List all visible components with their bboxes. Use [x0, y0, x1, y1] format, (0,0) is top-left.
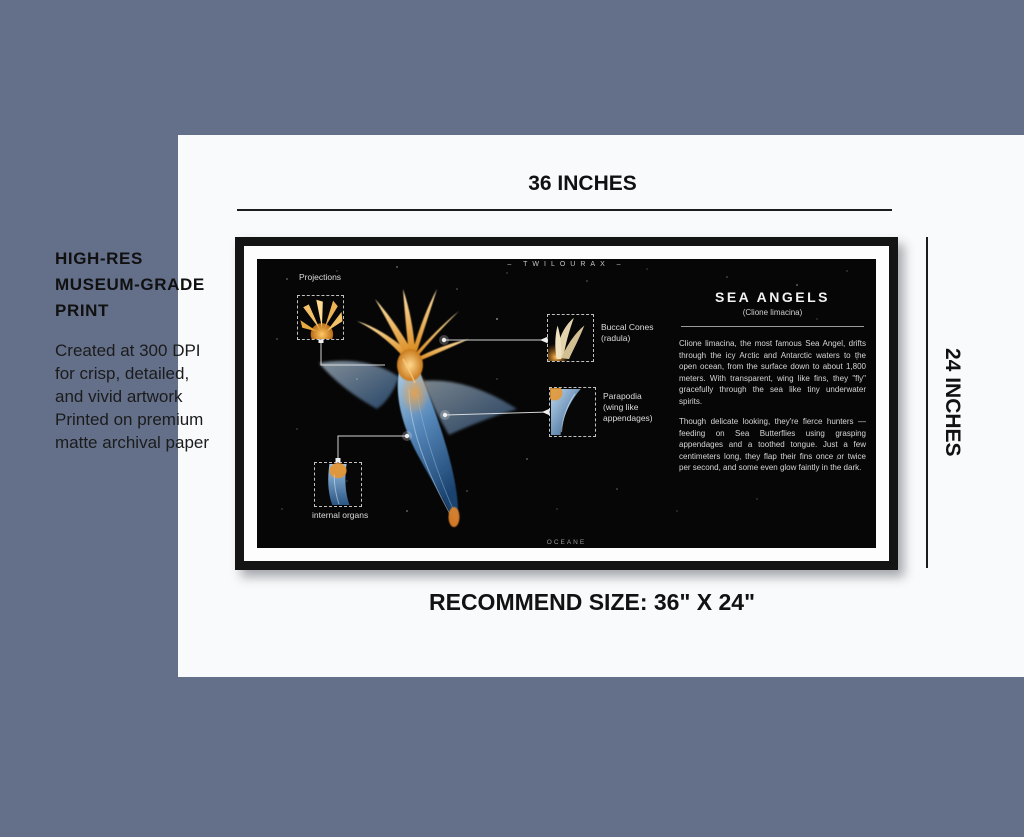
- frame-mat: [244, 246, 889, 561]
- parapodia-label-line: Parapodia: [603, 391, 642, 401]
- height-dimension-line: [926, 237, 928, 568]
- species-paragraph-1: Clione limacina, the most famous Sea Angel, drifts through the icy Arctic and Antarctic waters to the open ocean, from the surface down to about 1,800 meters. With transparent, wing like fins, they "fly" gracefully through the sea like tiny underwater spirits.: [679, 339, 866, 406]
- title-divider: [681, 326, 864, 327]
- description-body-line: Printed on premium: [55, 410, 204, 429]
- poster-brand: – TWILOURAX –: [507, 261, 626, 268]
- width-dimension-line: [237, 209, 892, 211]
- poster-subtitle: (Clione limacina): [742, 308, 803, 317]
- description-body-line: for crisp, detailed,: [55, 364, 190, 383]
- poster-footer: OCEANE: [546, 539, 587, 546]
- species-paragraph-2: Though delicate looking, they're fierce hunters — feeding on Sea Butterflies using grasping appendages and a toothed tongue. Just a few centimeters long, they flap their fins once or twice per second, and some even glow faintly in the dark.: [679, 417, 866, 472]
- description-heading-line: HIGH-RES: [55, 249, 143, 268]
- projections-inset-box: [297, 295, 344, 340]
- species-info-column: [679, 289, 866, 474]
- description-body: [55, 339, 241, 454]
- print-description: [55, 246, 241, 454]
- parapodia-label: [603, 391, 653, 424]
- height-dimension-label: 24 INCHES: [941, 348, 964, 457]
- buccal-cones-label-line: (radula): [601, 333, 631, 343]
- description-body-line: and vivid artwork: [55, 387, 183, 406]
- description-heading: [55, 246, 241, 324]
- parapodia-label-line: (wing like: [603, 402, 639, 412]
- internal-organs-inset-box: [314, 462, 362, 507]
- poster-artwork: [257, 259, 876, 548]
- recommend-size-label: RECOMMEND SIZE: 36" X 24": [429, 589, 755, 615]
- poster-title: SEA ANGELS: [715, 289, 830, 305]
- description-heading-line: PRINT: [55, 301, 109, 320]
- parapodia-detail-image: [550, 388, 595, 436]
- internal-organs-detail-image: [315, 463, 361, 506]
- buccal-cones-inset-box: [547, 314, 594, 362]
- internal-organs-label: internal organs: [312, 510, 369, 520]
- parapodia-inset-box: [549, 387, 596, 437]
- projections-label: Projections: [299, 272, 342, 282]
- projections-detail-image: [298, 296, 343, 339]
- parapodia-label-line: appendages): [603, 413, 653, 423]
- description-body-line: matte archival paper: [55, 433, 210, 452]
- description-heading-line: MUSEUM-GRADE: [55, 275, 205, 294]
- buccal-cones-label: [601, 322, 653, 344]
- description-body-line: Created at 300 DPI: [55, 341, 201, 360]
- buccal-cones-detail-image: [548, 315, 593, 361]
- picture-frame: [235, 237, 898, 570]
- buccal-cones-label-line: Buccal Cones: [601, 322, 654, 332]
- width-dimension-label: 36 INCHES: [528, 172, 637, 195]
